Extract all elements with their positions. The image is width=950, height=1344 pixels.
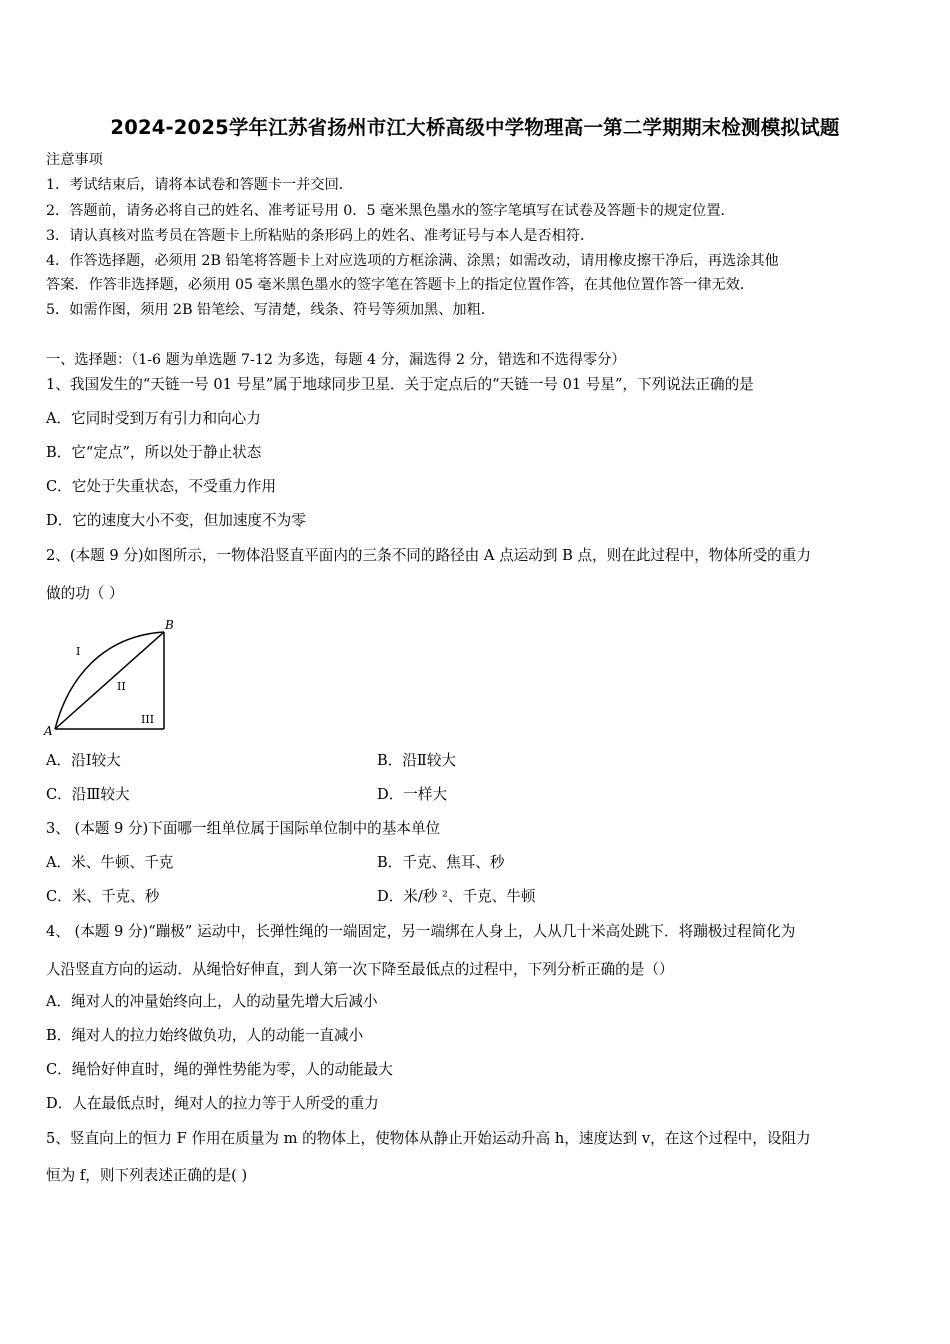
notice-item: 1．考试结束后，请将本试卷和答题卡一并交回． <box>46 177 353 193</box>
path-ii-label: II <box>117 680 126 693</box>
point-b-label: B <box>165 618 174 632</box>
question-1-option-c: C．它处于失重状态，不受重力作用 <box>46 478 277 495</box>
question-4-option-c: C．绳恰好伸直时，绳的弹性势能为零，人的动能最大 <box>46 1061 393 1078</box>
question-2-option-a: A．沿Ⅰ较大 <box>46 752 121 769</box>
question-1-stem: 1、我国发生的“天链一号 01 号星”属于地球同步卫星．关于定点后的“天链一号 01 号星”，下列说法正确的是 <box>46 376 754 393</box>
path-i-label: I <box>76 645 81 658</box>
question-5-stem-line1: 5、竖直向上的恒力 F 作用在质量为 m 的物体上，使物体从静止开始运动升高 h，速度达到 v，在这个过程中，设阻力 <box>46 1130 811 1147</box>
question-1-option-d: D．它的速度大小不变，但加速度不为零 <box>46 512 306 529</box>
notice-heading: 注意事项 <box>46 152 103 168</box>
question-4-option-a: A．绳对人的冲量始终向上，人的动量先增大后减小 <box>46 993 378 1010</box>
question-3-stem: 3、 (本题 9 分)下面哪一组单位属于国际单位制中的基本单位 <box>46 820 441 837</box>
question-2-option-d: D．一样大 <box>377 786 448 803</box>
exam-title: 2024-2025学年江苏省扬州市江大桥高级中学物理高一第二学期期末检测模拟试题 <box>110 116 840 139</box>
question-3-option-c: C．米、千克、秒 <box>46 888 160 905</box>
question-4-stem-line2: 人沿竖直方向的运动．从绳恰好伸直，到人第一次下降至最低点的过程中，下列分析正确的是（） <box>46 961 674 978</box>
question-4-stem-line1: 4、 (本题 9 分)“蹦极” 运动中，长弹性绳的一端固定，另一端绑在人身上，人从几十米高处跳下．将蹦极过程简化为 <box>46 923 796 940</box>
question-2-stem-line1: 2、(本题 9 分)如图所示，一物体沿竖直平面内的三条不同的路径由 A 点运动到 B 点，则在此过程中，物体所受的重力 <box>46 547 811 564</box>
notice-item: 答案．作答非选择题，必须用 05 毫米黑色墨水的签字笔在答题卡上的指定位置作答，在其他位置作答一律无效． <box>46 277 755 293</box>
question-1-option-b: B．它“定点”，所以处于静止状态 <box>46 444 262 461</box>
path-iii-label: III <box>141 713 155 726</box>
question-4-option-d: D．人在最低点时，绳对人的拉力等于人所受的重力 <box>46 1095 379 1112</box>
question-2-option-b: B．沿Ⅱ较大 <box>377 752 457 769</box>
notice-item: 4．作答选择题，必须用 2B 铅笔将答题卡上对应选项的方框涂满、涂黑；如需改动，请用橡皮擦干净后，再选涂其他 <box>46 253 779 269</box>
notice-item: 5．如需作图，须用 2B 铅笔绘、写清楚，线条、符号等须加黑、加粗． <box>46 302 495 318</box>
question-2-stem-line2: 做的功（ ） <box>46 585 124 602</box>
question-1-option-a: A．它同时受到万有引力和向心力 <box>46 410 261 427</box>
question-4-option-b: B．绳对人的拉力始终做负功，人的动能一直减小 <box>46 1027 364 1044</box>
question-2-option-c: C．沿Ⅲ较大 <box>46 786 130 803</box>
question-3-option-a: A．米、牛顿、千克 <box>46 854 174 871</box>
notice-item: 3．请认真核对监考员在答题卡上所粘贴的条形码上的姓名、准考证号与本人是否相符． <box>46 228 595 244</box>
notice-item: 2．答题前，请务必将自己的姓名、准考证号用 0．5 毫米黑色墨水的签字笔填写在试卷及答题卡的规定位置． <box>46 203 735 219</box>
question-2-figure <box>40 614 190 739</box>
question-5-stem-line2: 恒为 f，则下列表述正确的是( ) <box>46 1167 248 1184</box>
point-a-label: A <box>44 724 53 738</box>
section-heading: 一、选择题：（1-6 题为单选题 7-12 为多选，每题 4 分，漏选得 2 分，错选和不选得零分） <box>46 352 626 368</box>
question-3-option-d: D．米/秒 ²、千克、牛顿 <box>377 888 536 905</box>
question-3-option-b: B．千克、焦耳、秒 <box>377 854 505 871</box>
